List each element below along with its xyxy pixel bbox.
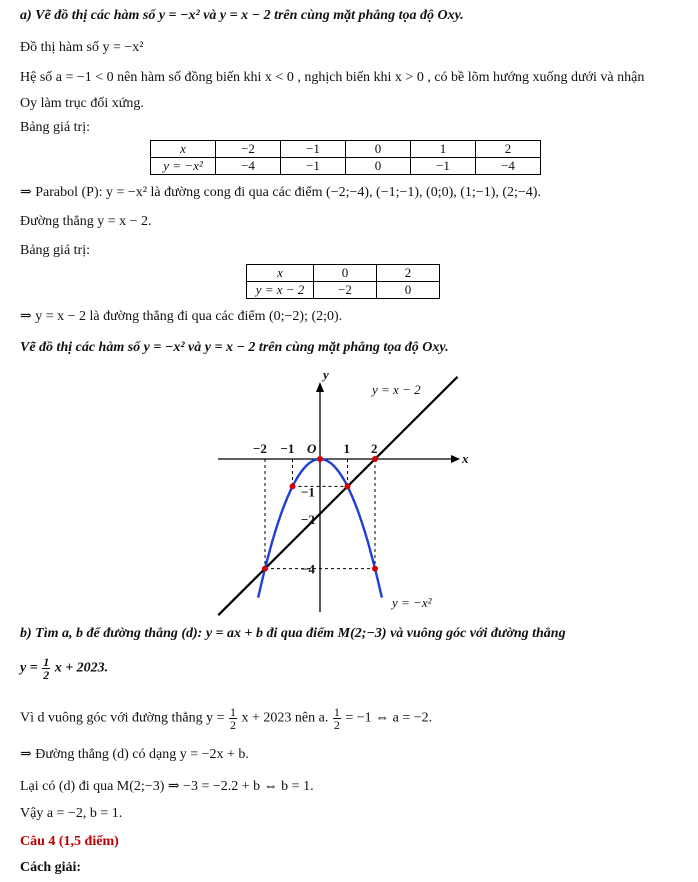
fraction: [42, 656, 50, 681]
graph-heading: Vẽ đồ thị các hàm số y = −x² và y = x − 2 trên cùng mặt phẳng tọa độ Oxy.: [20, 340, 449, 355]
text-segment: = −1 ⇔ a = −2.: [345, 710, 433, 726]
text-segment: x + 2023 nên a.: [241, 710, 329, 726]
data-point: [262, 566, 268, 572]
line-form: ⇒ Đường thẳng (d) có dạng y = −2x + b.: [20, 747, 249, 762]
table-cell: −4: [216, 158, 281, 175]
table-cell: −1: [281, 158, 346, 175]
part-b-heading-line1: b) Tìm a, b để đường thẳng (d): y = ax + b đi qua điểm M(2;−3) và vuông góc với đường thẳng: [20, 626, 566, 641]
fraction: [229, 706, 237, 731]
reason-line: [20, 706, 432, 731]
through-point: Lại có (d) đi qua M(2;−3) ⇒ −3 = −2.2 + b ⇔ b = 1.: [20, 779, 314, 794]
table-cell: 0: [346, 141, 411, 158]
table-cell: y = −x²: [151, 158, 216, 175]
x-tick-label: −1: [280, 441, 295, 456]
table-cell: 0: [377, 282, 440, 299]
fraction-numerator: 1: [230, 705, 236, 719]
fraction-denominator: 2: [333, 718, 340, 732]
series-label-parabola: y = −x²: [392, 595, 432, 610]
value-table-label-2: Bảng giá trị:: [20, 243, 90, 258]
table-cell: 0: [314, 265, 377, 282]
data-point: [372, 456, 378, 462]
x-tick-label: −2: [253, 441, 267, 456]
fraction-numerator: 1: [43, 655, 50, 669]
text-segment: Vì d vuông góc với đường thẳng y =: [20, 710, 225, 726]
math-text: x + 2023.: [54, 660, 109, 676]
table-cell: −2: [314, 282, 377, 299]
parabola-description-line2: Oy làm trục đối xứng.: [20, 96, 144, 111]
answer: Vậy a = −2, b = 1.: [20, 806, 123, 821]
math-text: y =: [20, 660, 38, 676]
series-label-line: y = x − 2: [372, 382, 421, 397]
parabola-description-line1: Hệ số a = −1 < 0 nên hàm số đồng biến khi x < 0 , nghịch biến khi x > 0 , có bề lõm hướng xuống dưới và nhận: [20, 70, 645, 85]
part-b-heading-line2: [20, 656, 108, 681]
method-label: Cách giải:: [20, 860, 82, 875]
data-point: [372, 566, 378, 572]
table-cell: −1: [281, 141, 346, 158]
y-tick-label: −2: [301, 511, 315, 527]
table-cell: x: [247, 265, 314, 282]
x-tick-label: 1: [343, 441, 350, 456]
fraction: [333, 706, 341, 731]
fraction-numerator: 1: [333, 705, 340, 719]
table-cell: −2: [216, 141, 281, 158]
series-line-y-x-minus-2: [218, 377, 457, 615]
y-axis-label: y: [323, 367, 329, 382]
table-cell: y = x − 2: [247, 282, 314, 299]
table-cell: x: [151, 141, 216, 158]
table-cell: −4: [476, 158, 541, 175]
fraction-denominator: 2: [230, 718, 236, 732]
y-axis-arrow: [316, 382, 324, 392]
x-axis-label: x: [462, 451, 469, 466]
data-point: [290, 483, 296, 489]
question-title: Câu 4 (1,5 điểm): [20, 834, 119, 849]
table-cell: 2: [476, 141, 541, 158]
table-cell: 1: [411, 141, 476, 158]
parabola-conclusion: ⇒ Parabol (P): y = −x² là đường cong đi qua các điểm (−2;−4), (−1;−1), (0;0), (1;−1), (2;−4).: [20, 185, 541, 200]
x-axis-arrow: [451, 455, 460, 463]
table-cell: 0: [346, 158, 411, 175]
data-point: [345, 483, 351, 489]
table-cell: 2: [377, 265, 440, 282]
parabola-intro: Đồ thị hàm số y = −x²: [20, 40, 144, 55]
origin-label: O: [307, 441, 317, 456]
fraction-denominator: 2: [43, 668, 50, 682]
x-tick-label: 2: [371, 441, 378, 456]
part-a-heading: a) Vẽ đồ thị các hàm số y = −x² và y = x − 2 trên cùng mặt phẳng tọa độ Oxy.: [20, 8, 464, 23]
y-tick-label: −4: [301, 561, 315, 577]
line-intro: Đường thẳng y = x − 2.: [20, 214, 152, 229]
table-cell: −1: [411, 158, 476, 175]
line-conclusion: ⇒ y = x − 2 là đường thẳng đi qua các điểm (0;−2); (2;0).: [20, 309, 343, 324]
data-point: [317, 456, 323, 462]
y-tick-label: −1: [301, 484, 315, 500]
value-table-label-1: Bảng giá trị:: [20, 120, 90, 135]
